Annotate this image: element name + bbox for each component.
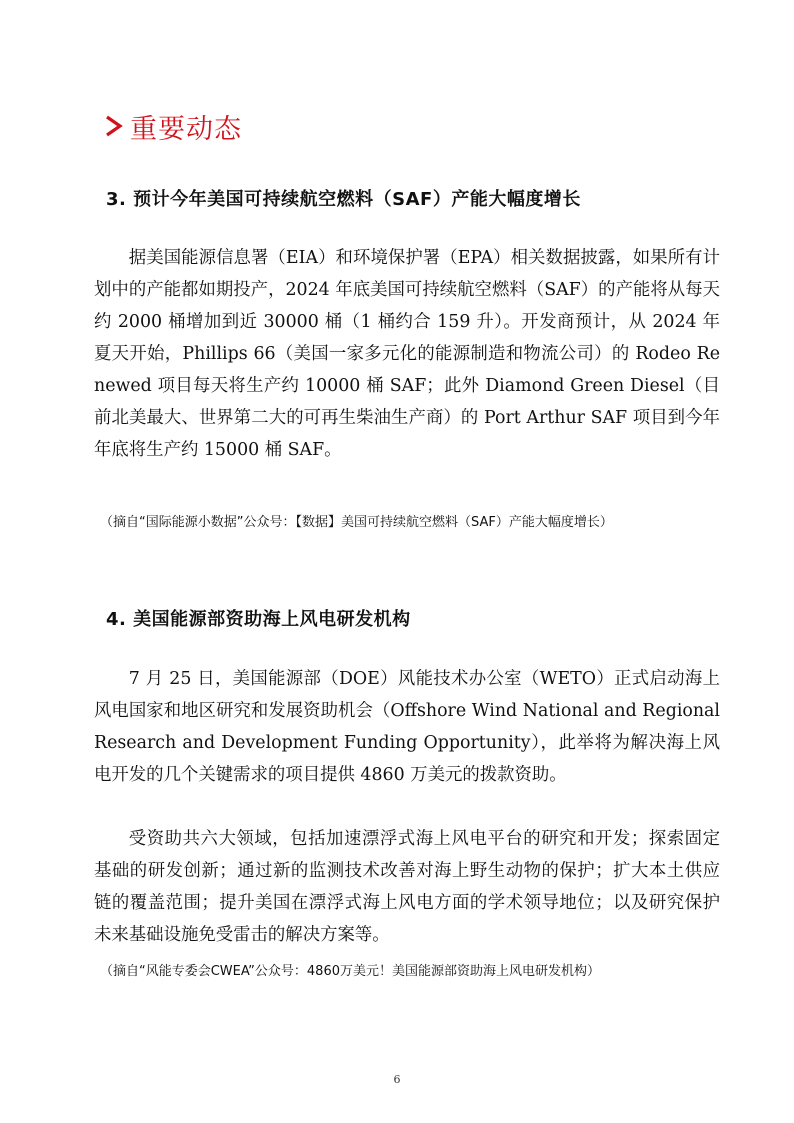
article-paragraph: 受资助共六大领域，包括加速漂浮式海上风电平台的研究和开发；探索固定基础的研发创新；通过新的监测技术改善对海上野生动物的保护；扩大本土供应链的覆盖范围；提升美国在漂浮式海上风电方面的学术领导地位；以及研究保护未来基础设施免受雷击的解决方案等。 (94, 829, 720, 945)
section-title: 重要动态 (130, 113, 242, 145)
arrow-right-icon (104, 114, 124, 138)
article-title: 4. 美国能源部资助海上风电研发机构 (106, 609, 411, 630)
page-number: 6 (393, 1073, 401, 1086)
source-note: （摘自“风能专委会CWEA”公众号：4860万美元！美国能源部资助海上风电研发机构） (100, 964, 600, 979)
section-heading (104, 106, 242, 146)
article-paragraph: 据美国能源信息署（EIA）和环境保护署（EPA）相关数据披露，如果所有计划中的产能都如期投产，2024 年底美国可持续航空燃料（SAF）的产能将从每天约 2000 桶增加到近 30000 桶（1 桶约合 159 升）。开发商预计，从 2024 年夏天开始，Phillips 66（美国一家多元化的能源制造和物流公司）的 Rodeo Renewed 项目每天将生产约 10000 桶 SAF；此外 Diamond Green Diesel（目前北美最大、世界第二大的可再生柴油生产商）的 Port Arthur SAF 项目到今年年底将生产约 15000 桶 SAF。 (94, 248, 721, 460)
source-note: （摘自“国际能源小数据”公众号：【数据】美国可持续航空燃料（SAF）产能大幅度增长） (100, 515, 613, 530)
article-title: 3. 预计今年美国可持续航空燃料（SAF）产能大幅度增长 (106, 189, 581, 210)
article-paragraph: 7 月 25 日，美国能源部（DOE）风能技术办公室（WETO）正式启动海上风电国家和地区研究和发展资助机会（Offshore Wind National and Regional Research and Development Funding Opportunity），此举将为解决海上风电开发的几个关键需求的项目提供 4860 万美元的拨款资助。 (94, 669, 720, 785)
